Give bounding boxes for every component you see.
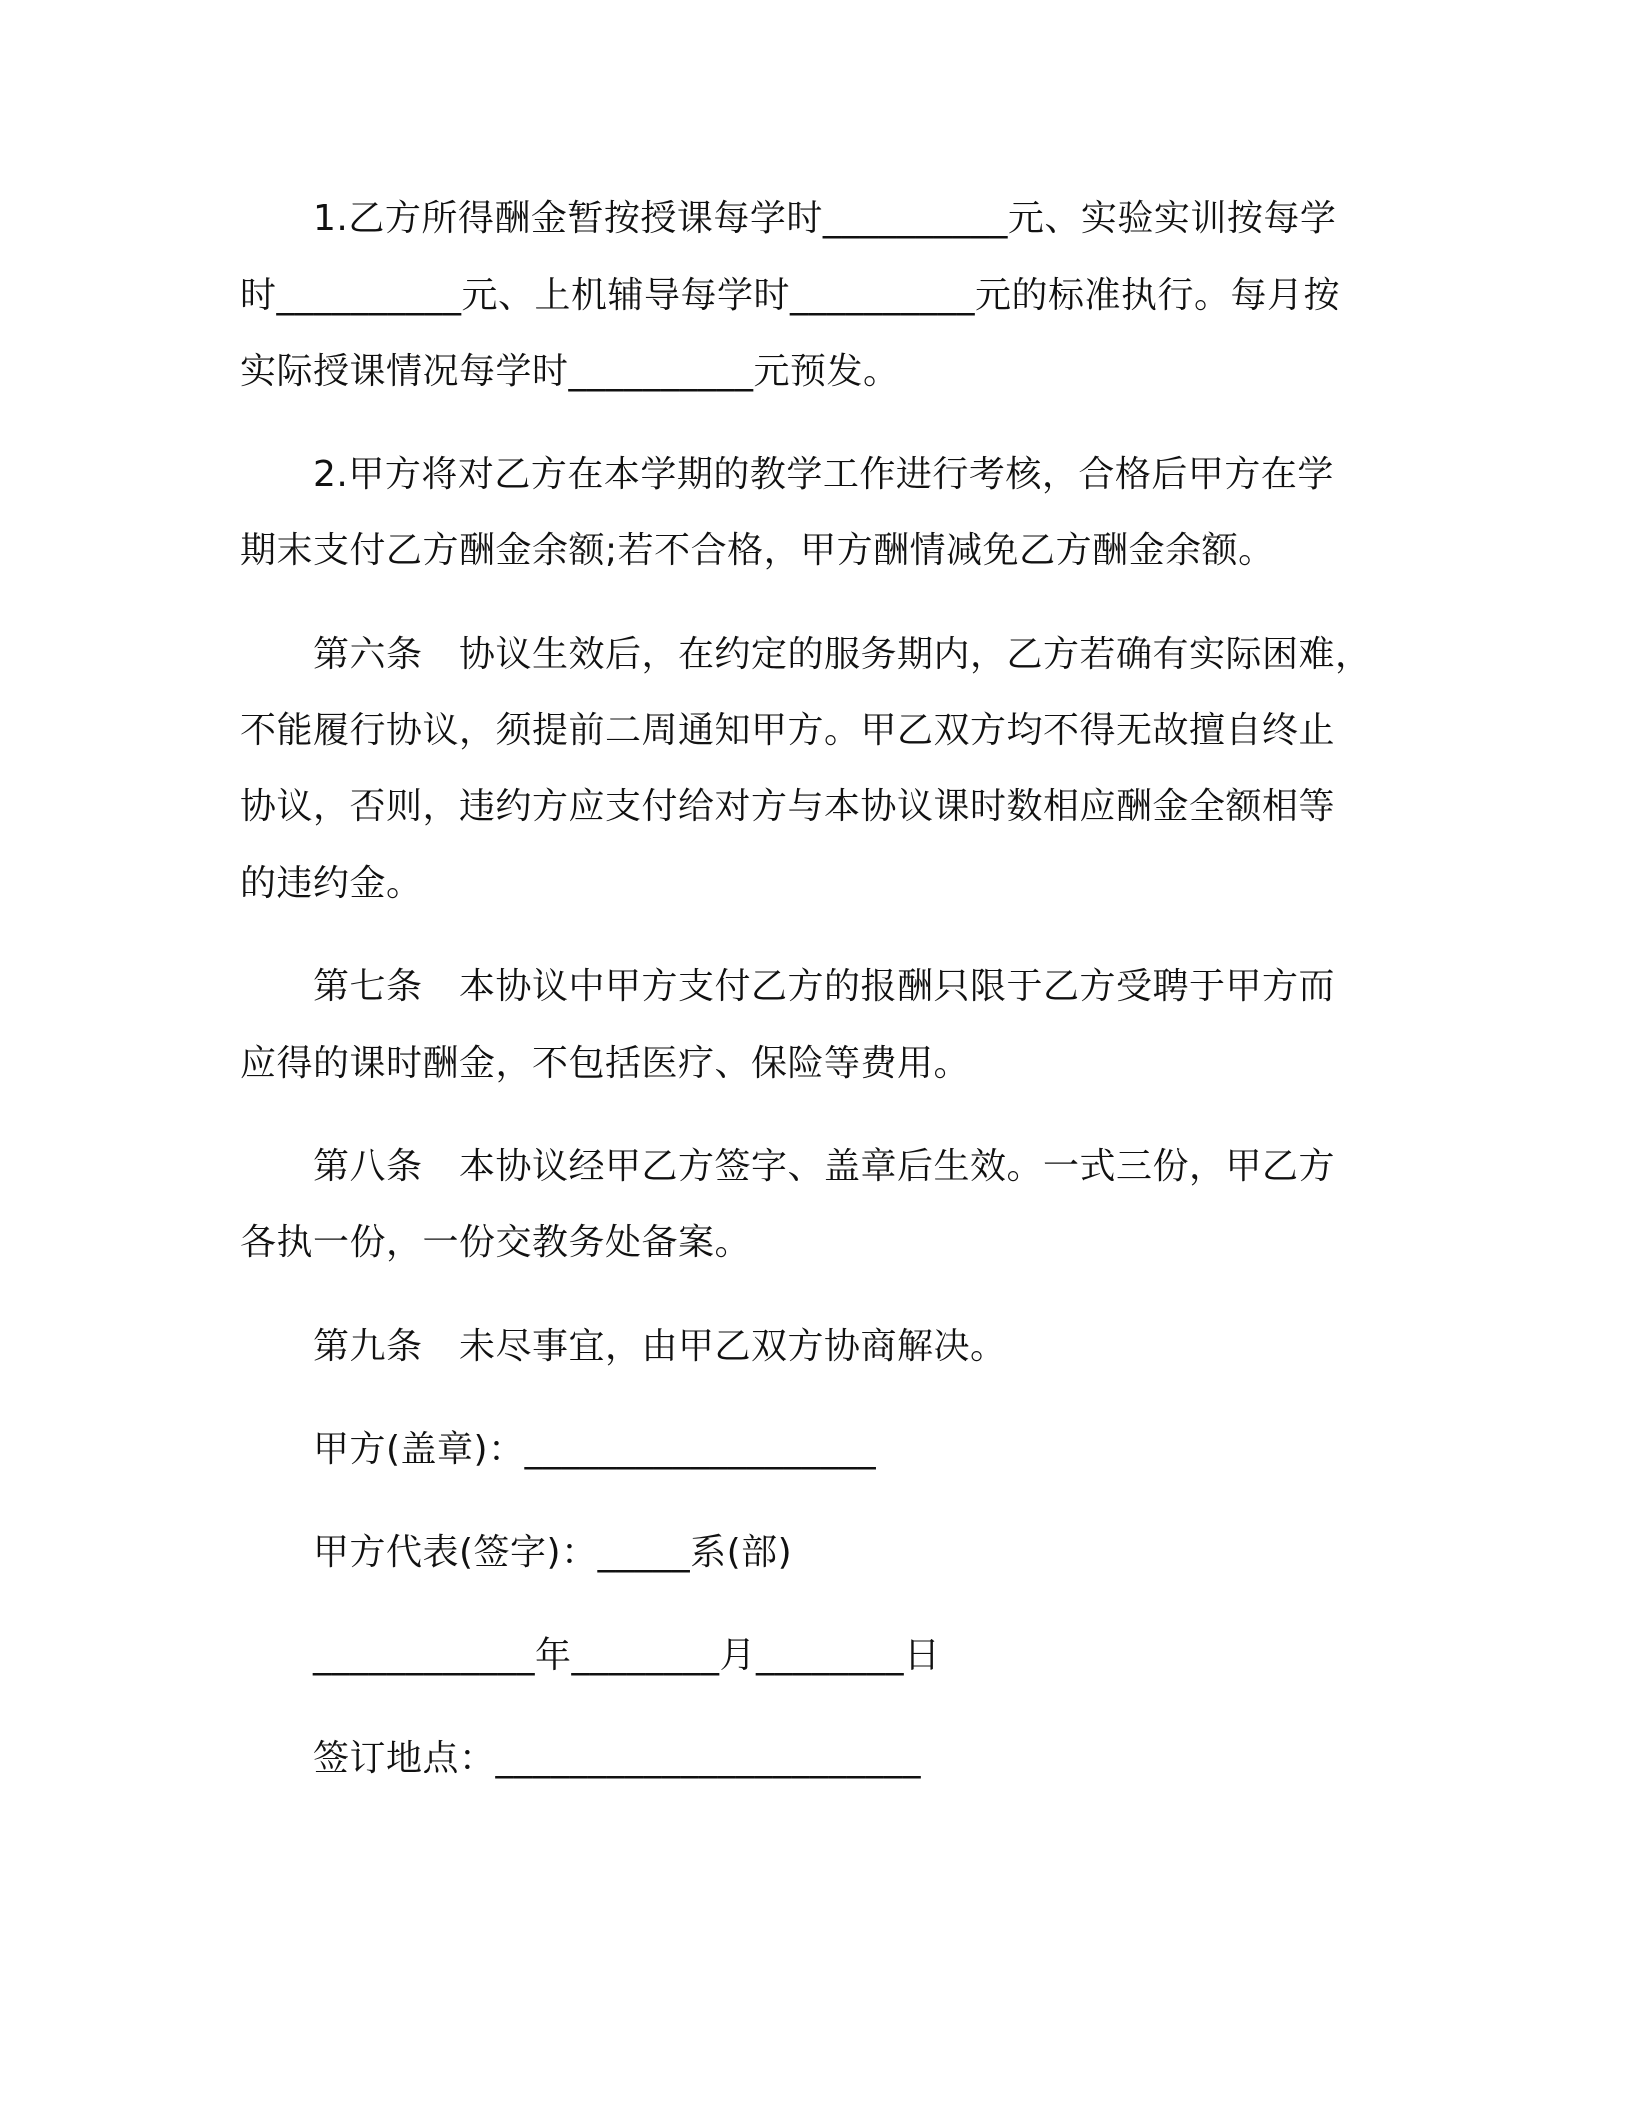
clause-1-line-2: 时__________元、上机辅导每学时__________元的标准执行。每月按 (240, 275, 1341, 316)
date-line: ____________年________月________日 (313, 1635, 941, 1676)
article-8-line-1: 第八条 本协议经甲乙方签字、盖章后生效。一式三份，甲乙方 (313, 1146, 1336, 1187)
party-a-seal-line: 甲方(盖章)：___________________ (313, 1429, 877, 1470)
clause-2-line-1: 2.甲方将对乙方在本学期的教学工作进行考核，合格后甲方在学 (313, 454, 1334, 495)
article-7-line-1: 第七条 本协议中甲方支付乙方的报酬只限于乙方受聘于甲方而 (313, 966, 1336, 1007)
article-9-line-1: 第九条 未尽事宜，由甲乙双方协商解决。 (313, 1326, 1007, 1367)
party-a-representative-line: 甲方代表(签字)：_____系(部) (313, 1532, 793, 1573)
clause-1-line-1: 1.乙方所得酬金暂按授课每学时__________元、实验实训按每学 (313, 198, 1337, 239)
article-7-line-2: 应得的课时酬金，不包括医疗、保险等费用。 (240, 1043, 971, 1084)
clause-2-line-2: 期末支付乙方酬金余额;若不合格，甲方酬情减免乙方酬金余额。 (240, 530, 1275, 571)
article-6-line-1: 第六条 协议生效后，在约定的服务期内，乙方若确有实际困难， (313, 634, 1372, 675)
clause-1-line-3: 实际授课情况每学时__________元预发。 (240, 351, 900, 392)
article-6-line-3: 协议，否则，违约方应支付给对方与本协议课时数相应酬金全额相等 (240, 786, 1336, 827)
article-6-line-4: 的违约金。 (240, 863, 423, 904)
signing-place-line: 签订地点：_______________________ (313, 1738, 922, 1779)
article-8-line-2: 各执一份，一份交教务处备案。 (240, 1222, 752, 1263)
article-6-line-2: 不能履行协议，须提前二周通知甲方。甲乙双方均不得无故擅自终止 (240, 710, 1336, 751)
